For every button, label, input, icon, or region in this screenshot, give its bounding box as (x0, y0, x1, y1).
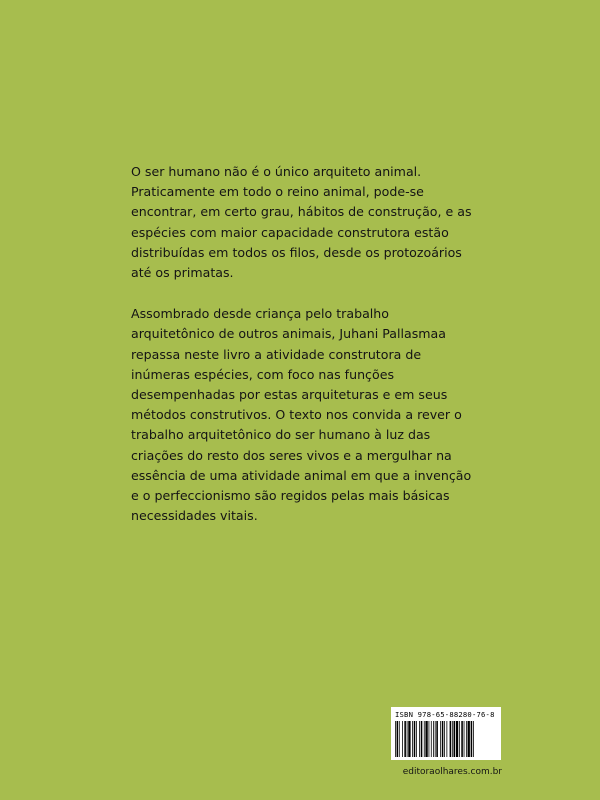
isbn-label: ISBN 978-65-88280-76-8 (395, 710, 495, 719)
blurb-paragraph-1: O ser humano não é o único arquiteto animal. Praticamente em todo o reino animal, pode-se encontrar, em certo grau, hábitos de construção, e as espécies com maior capacidade construtora estão distribuídas em todos os filos, desde os protozoários até os primatas. (131, 164, 472, 281)
barcode-icon (394, 721, 498, 757)
blurb-paragraph-2: Assombrado desde criança pelo trabalho arquitetônico de outros animais, Juhani Pallasmaa repassa neste livro a atividade construtora de inúmeras espécies, com foco nas funções desempenhadas por estas arquiteturas e em seus métodos construtivos. O texto nos convida a rever o trabalho arquitetônico do ser humano à luz das criações do resto dos seres vivos e a mergulhar na essência de uma atividade animal em que a invenção e o perfeccionismo são regidos pelas mais básicas necessidades vitais. (131, 306, 472, 524)
blurb-text (131, 162, 476, 547)
isbn-barcode (391, 707, 501, 760)
publisher-website: editoraolhares.com.br (402, 767, 502, 777)
